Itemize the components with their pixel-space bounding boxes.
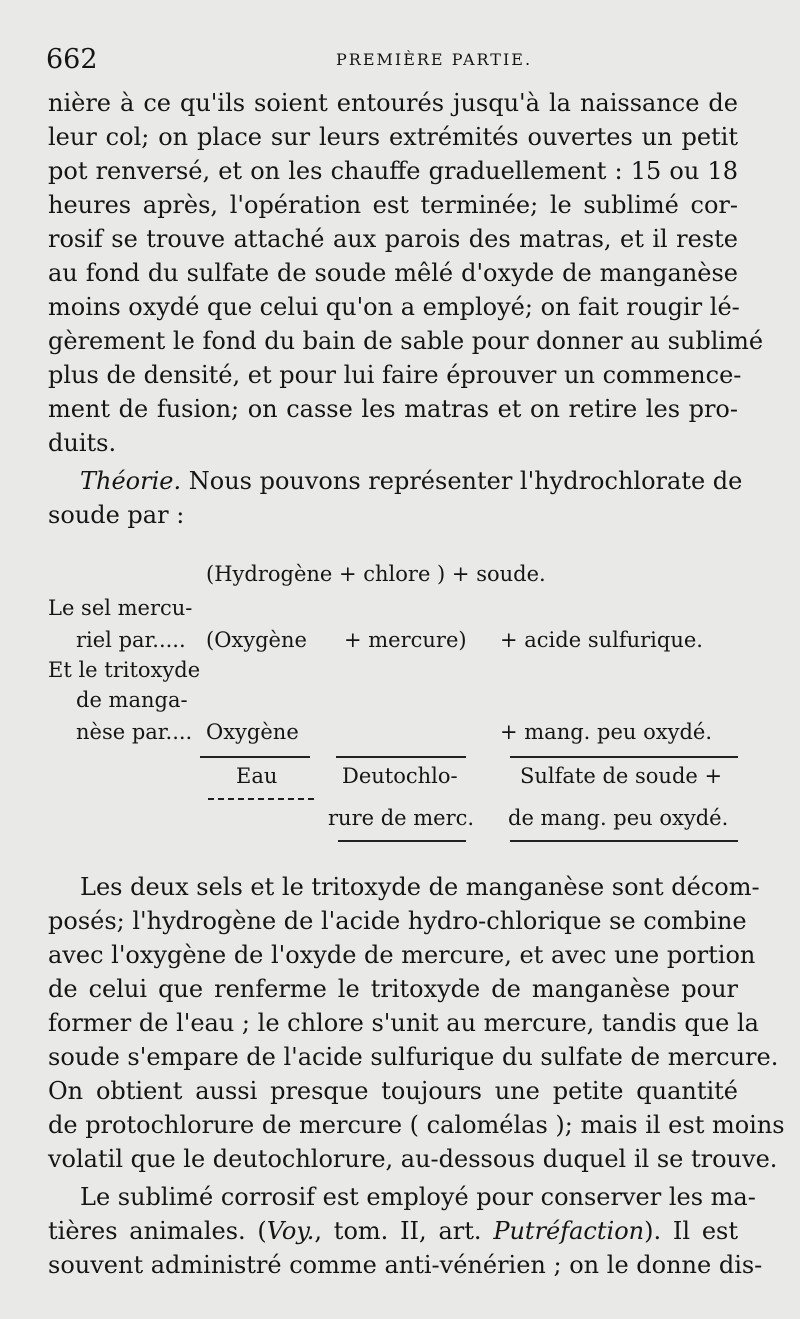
text-line [48,464,743,498]
running-title: PREMIÈRE PARTIE. [336,50,533,69]
text-line: rosif se trouve attaché aux parois des matras, et il reste [48,225,738,253]
text-line: former de l'eau ; le chlore s'unit au mercure, tandis que la [48,1009,759,1037]
text-line: pot renversé, et on les chauffe graduellement : 15 ou 18 [48,157,738,185]
text-line: nière à ce qu'ils soient entourés jusqu'à la naissance de [48,89,738,117]
text-line [48,1214,738,1248]
text-line: plus de densité, et pour lui faire éprouver un commence- [48,361,742,389]
section-heading: Théorie. [80,467,182,495]
result-sulfate-cont: de mang. peu oxydé. [508,806,729,830]
paragraph-theorie [48,464,743,532]
rule-deuto-under [338,840,466,842]
text-span: , tom. II, art. [314,1217,482,1245]
text-line: heures après, l'opération est terminée; le sublimé cor- [48,191,738,219]
text-line: volatil que le deutochlorure, au-dessous duquel il se trouve. [48,1145,778,1173]
text-span: Nous pouvons représenter l'hydrochlorate de [188,467,743,495]
text-line: au fond du sulfate de soude mêlé d'oxyde de manganèse [48,259,738,287]
result-sulfate: Sulfate de soude + [520,764,723,788]
text-line: soude s'empare de l'acide sulfurique du sulfate de mercure. [48,1043,779,1071]
page-header [46,44,746,78]
result-eau: Eau [236,764,278,788]
label-tritoxyde-cont2: nèse par.... [76,720,193,744]
label-tritoxyde: Et le tritoxyde [48,658,201,682]
text-line: moins oxydé que celui qu'on a employé; on fait rougir lé- [48,293,740,321]
reaction-equation [48,558,748,848]
paragraph-explanation [48,870,785,1176]
equation-oxygene-1: (Oxygène [206,628,307,652]
label-sel-mercuriel-cont: riel par..... [76,628,186,652]
rule-eau-under [208,798,314,800]
text-line: de celui que renferme le tritoxyde de manganèse pour [48,975,738,1003]
text-span: tières animales. ( [48,1217,267,1245]
text-line: ment de fusion; on casse les matras et on retire les pro- [48,395,738,423]
text-line: de protochlorure de mercure ( calomélas ); mais il est moins [48,1111,785,1139]
text-line: Les deux sels et le tritoxyde de manganèse sont décom- [80,873,760,901]
equation-acide: + acide sulfurique. [500,628,703,652]
text-line: duits. [48,429,117,457]
rule-sulfate [510,756,738,758]
text-line: Le sublimé corrosif est employé pour conserver les ma- [80,1183,756,1211]
rule-deuto [336,756,466,758]
result-deutochlorure: Deutochlo- [342,764,458,788]
equation-mercure: + mercure) [344,628,467,652]
text-line: On obtient aussi presque toujours une petite quantité [48,1077,738,1105]
label-tritoxyde-cont: de manga- [76,688,188,712]
paragraph-preparation [48,86,764,460]
text-line: leur col; on place sur leurs extrémités ouvertes un petit [48,123,738,151]
equation-mang: + mang. peu oxydé. [500,720,712,744]
paragraph-usage [48,1180,763,1282]
text-span: ). Il est [644,1217,739,1245]
text-line: posés; l'hydrogène de l'acide hydro-chlorique se combine [48,907,747,935]
text-line: avec l'oxygène de l'oxyde de mercure, et avec une portion [48,941,756,969]
text-line: souvent administré comme anti-vénérien ; on le donne dis- [48,1251,763,1279]
reference-voy: Voy. [266,1217,315,1245]
page-number: 662 [46,44,98,75]
reference-article: Putréfaction [493,1217,645,1245]
rule-eau [200,756,310,758]
result-deutochlorure-cont: rure de merc. [328,806,475,830]
equation-oxygene-2: Oxygène [206,720,299,744]
rule-sulfate-under [510,840,738,842]
label-sel-mercuriel: Le sel mercu- [48,596,193,620]
text-line: gèrement le fond du bain de sable pour donner au sublimé [48,327,764,355]
text-line: soude par : [48,501,185,529]
equation-row1: (Hydrogène + chlore ) + soude. [206,562,546,586]
